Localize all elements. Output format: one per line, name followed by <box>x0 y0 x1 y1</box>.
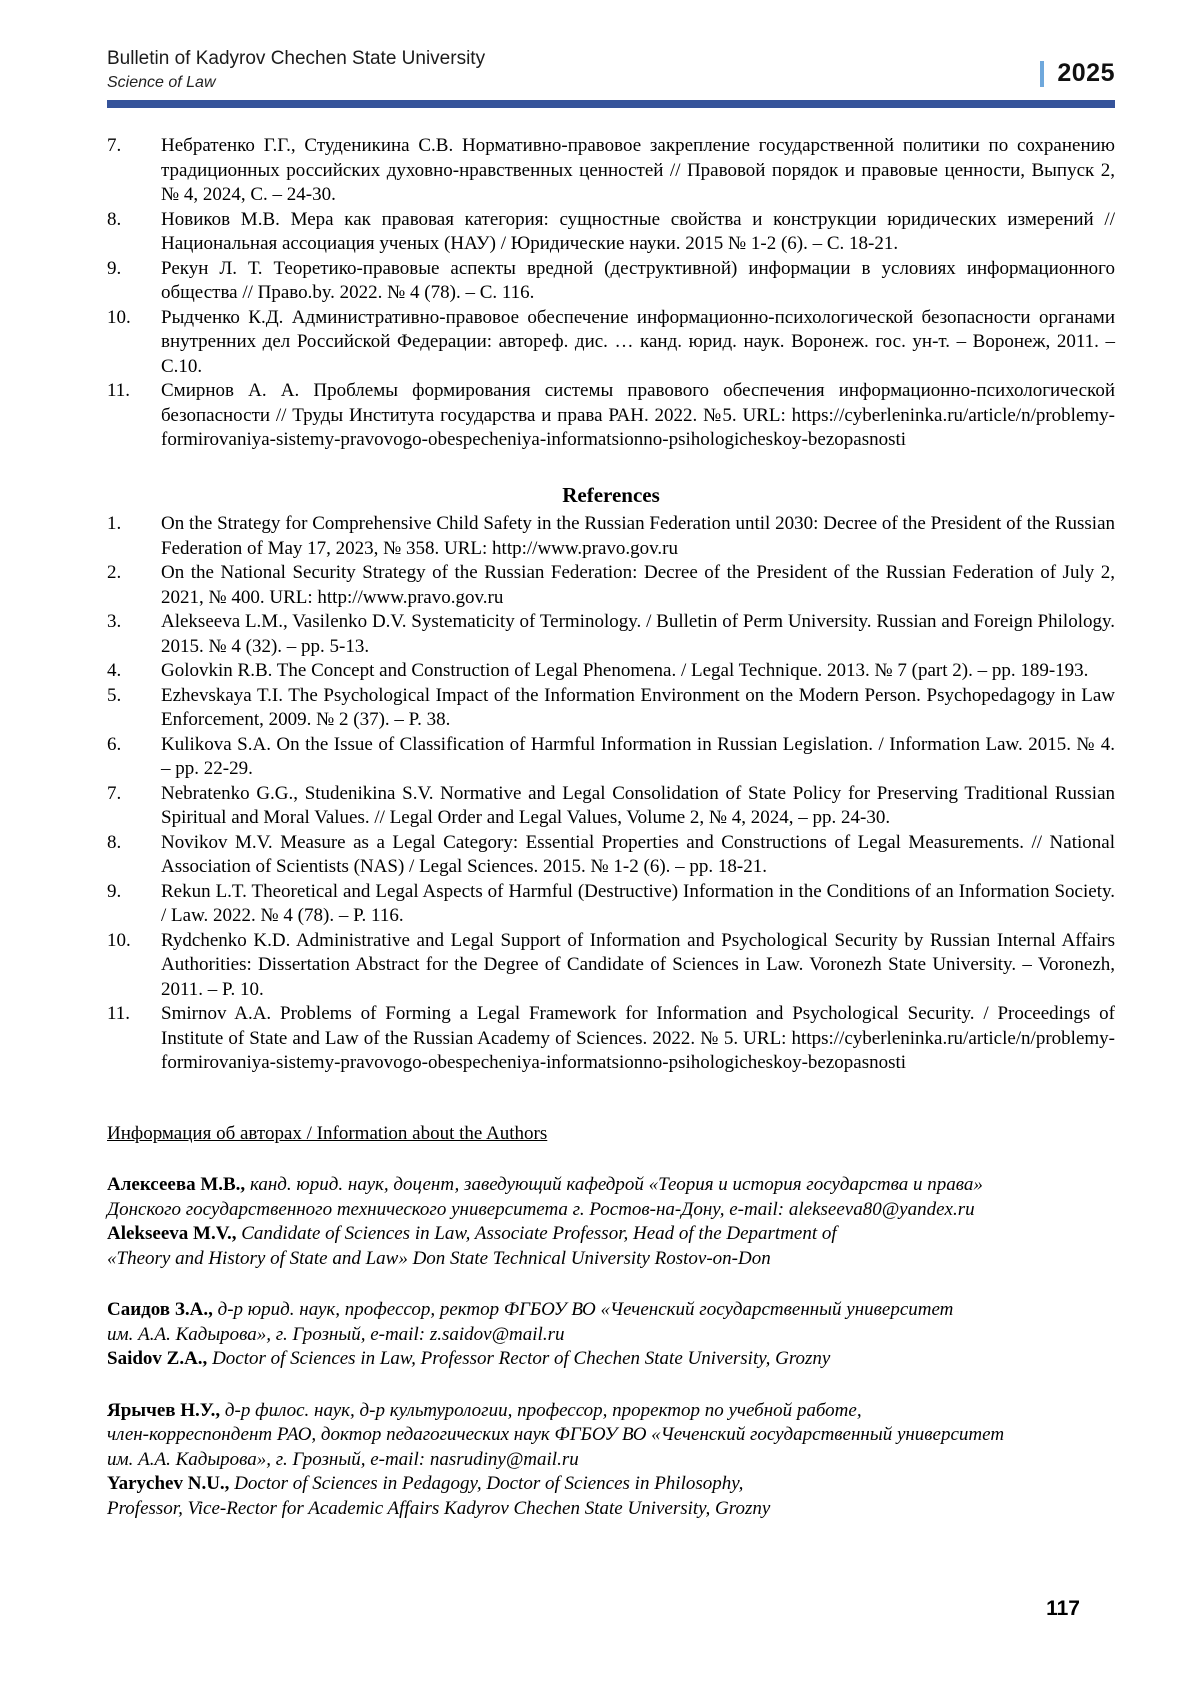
reference-item <box>107 379 1115 453</box>
reference-number: 10. <box>107 929 131 951</box>
reference-item <box>107 782 1115 831</box>
author-line <box>107 1472 1115 1497</box>
author-description: Донского государственного технического университета г. Ростов-на-Дону, e-mail: alekseeva80@yandex.ru <box>107 1198 975 1220</box>
reference-number: 9. <box>107 257 122 279</box>
reference-text: On the Strategy for Comprehensive Child Safety in the Russian Federation until 2030: Decree of the President of the Russian Federation of May 17, 2023, № 358. URL: http://www.pravo.gov.ru <box>161 513 1115 559</box>
reference-text: On the National Security Strategy of the Russian Federation: Decree of the President of the Russian Federation of July 2, 2021, № 400. URL: http://www.pravo.gov.ru <box>161 562 1115 608</box>
reference-number: 11. <box>107 380 131 401</box>
author-line <box>107 1323 1115 1348</box>
author-line <box>107 1222 1115 1247</box>
reference-item <box>107 1002 1115 1076</box>
author-description: д-р юрид. наук, профессор, ректор ФГБОУ ВО «Чеченский государственный университет <box>212 1299 954 1320</box>
reference-item <box>107 257 1115 306</box>
reference-number: 11. <box>107 1003 131 1024</box>
author-name: Alekseeva M.V., <box>107 1223 237 1244</box>
reference-number: 1. <box>107 513 122 534</box>
authors-section-heading: Информация об авторах / Information about the Authors <box>107 1122 548 1144</box>
reference-number: 10. <box>107 306 131 328</box>
author-name: Алексеева М.В., <box>107 1174 246 1195</box>
author-description: «Theory and History of State and Law» Don State Technical University Rostov-on-Don <box>107 1247 771 1269</box>
reference-number: 8. <box>107 831 122 853</box>
reference-item <box>107 684 1115 733</box>
author-name: Saidov Z.A., <box>107 1348 208 1369</box>
author-description: канд. юрид. наук, доцент, заведующий кафедрой «Теория и история государства и права» <box>245 1174 983 1195</box>
reference-text: Rekun L.T. Theoretical and Legal Aspects of Harmful (Destructive) Information in the Conditions of an Information Society. / Law. 2022. № 4 (78). – P. 116. <box>161 880 1115 926</box>
author-block <box>107 1298 1115 1372</box>
accent-bar <box>1040 61 1044 87</box>
reference-number: 5. <box>107 684 122 706</box>
authors-section <box>107 1173 1115 1521</box>
journal-identity <box>107 48 485 92</box>
reference-text: Nebratenko G.G., Studenikina S.V. Normative and Legal Consolidation of State Policy for Preserving Traditional Russian Spiritual and Moral Values. // Legal Order and Legal Values, Volume 2, № 4, 2024, – pp. 24-30. <box>161 782 1115 828</box>
author-description: Candidate of Sciences in Law, Associate Professor, Head of the Department of <box>236 1223 837 1244</box>
author-name: Ярычев Н.У., <box>107 1399 221 1421</box>
reference-item <box>107 929 1115 1003</box>
reference-number: 8. <box>107 208 122 230</box>
author-description: член-корреспондент РАО, доктор педагогических наук ФГБОУ ВО «Чеченский государственный университет <box>107 1424 1005 1445</box>
author-description: Doctor of Sciences in Pedagogy, Doctor of Sciences in Philosophy, <box>229 1473 744 1494</box>
author-description: им. А.А. Кадырова», г. Грозный, e-mail: z.saidov@mail.ru <box>107 1323 565 1345</box>
author-block <box>107 1173 1115 1271</box>
issue-year: 2025 <box>1057 59 1115 87</box>
author-line <box>107 1298 1115 1323</box>
reference-number: 9. <box>107 880 122 902</box>
author-line <box>107 1448 1115 1473</box>
reference-text: Новиков М.В. Мера как правовая категория: сущностные свойства и конструкции юридических измерений // Национальная ассоциация ученых (НАУ) / Юридические науки. 2015 № 1-2 (6). – С. 18-21. <box>161 208 1115 254</box>
author-line <box>107 1173 1115 1198</box>
reference-item <box>107 880 1115 929</box>
author-description: д-р филос. наук, д-р культурологии, профессор, проректор по учебной работе, <box>220 1399 862 1421</box>
header-rule <box>107 100 1115 108</box>
reference-number: 7. <box>107 782 122 804</box>
references-heading: References <box>562 482 660 507</box>
reference-item <box>107 561 1115 610</box>
russian-references-list <box>107 134 1115 453</box>
reference-number: 6. <box>107 733 122 755</box>
reference-number: 2. <box>107 562 122 583</box>
reference-text: Rydchenko K.D. Administrative and Legal Support of Information and Psychological Security by Russian Internal Affairs Authorities: Dissertation Abstract for the Degree of Candidate of Sciences in Law. Voronezh State University. – Voronezh, 2011. – P. 10. <box>161 929 1115 1000</box>
author-line <box>107 1423 1115 1448</box>
page-content <box>107 134 1115 1521</box>
reference-item <box>107 134 1115 208</box>
reference-text: Рыдченко К.Д. Административно-правовое обеспечение информационно-психологической безопасности органами внутренних дел Российской Федерации: автореф. дис. … канд. юрид. наук. Воронеж. гос. ун-т. – Воронеж, 2011. – С.10. <box>161 306 1115 377</box>
author-line <box>107 1347 1115 1372</box>
author-name: Yarychev N.U., <box>107 1473 230 1494</box>
author-block <box>107 1399 1115 1522</box>
reference-text: Smirnov A.A. Problems of Forming a Legal Framework for Information and Psychological Security. / Proceedings of Institute of State and Law of the Russian Academy of Sciences. 2022. № 5. URL: https://cyberleninka.ru/article/n/problemy-formirovaniya-sistemy-pravovogo-obespecheniya-informatsionno-psihologicheskoy-bezopasnosti <box>161 1003 1115 1073</box>
issue-year-block <box>1040 59 1115 92</box>
author-line <box>107 1497 1115 1522</box>
author-description: Doctor of Sciences in Law, Professor Rector of Chechen State University, Grozny <box>207 1348 831 1369</box>
page-header <box>107 0 1115 92</box>
author-description: Professor, Vice-Rector for Academic Affairs Kadyrov Chechen State University, Grozny <box>107 1497 771 1519</box>
reference-item <box>107 831 1115 880</box>
reference-text: Рекун Л. Т. Теоретико-правовые аспекты вредной (деструктивной) информации в условиях информационного общества // Право.by. 2022. № 4 (78). – С. 116. <box>161 257 1115 303</box>
journal-subtitle: Science of Law <box>107 74 216 91</box>
author-line <box>107 1247 1115 1272</box>
reference-item <box>107 610 1115 659</box>
reference-item <box>107 306 1115 380</box>
reference-item <box>107 512 1115 561</box>
reference-text: Alekseeva L.M., Vasilenko D.V. Systematicity of Terminology. / Bulletin of Perm University. Russian and Foreign Philology. 2015. № 4 (32). – pp. 5-13. <box>161 611 1115 657</box>
reference-text: Kulikova S.A. On the Issue of Classification of Harmful Information in Russian Legislation. / Information Law. 2015. № 4. – pp. 22-29. <box>161 733 1115 779</box>
reference-item <box>107 733 1115 782</box>
reference-number: 4. <box>107 660 122 681</box>
reference-text: Смирнов А. А. Проблемы формирования системы правового обеспечения информационно-психологической безопасности // Труды Института государства и права РАН. 2022. №5. URL: https://cyberleninka.ru/article/n/problemy-formirovaniya-sistemy-pravovogo-obespecheniya-informatsionno-psihologicheskoy-bezopasnosti <box>161 380 1115 450</box>
reference-item <box>107 208 1115 257</box>
author-description: им. А.А. Кадырова», г. Грозный, e-mail: nasrudiny@mail.ru <box>107 1448 579 1470</box>
english-references-list <box>107 512 1115 1076</box>
journal-title: Bulletin of Kadyrov Chechen State University <box>107 48 486 69</box>
page-number: 117 <box>1046 1597 1080 1620</box>
reference-text: Novikov M.V. Measure as a Legal Category: Essential Properties and Constructions of Legal Measurements. // National Association of Scientists (NAS) / Legal Sciences. 2015. № 1-2 (6). – pp. 18-21. <box>161 831 1115 877</box>
reference-text: Небратенко Г.Г., Студеникина С.В. Нормативно-правовое закрепление государственной политики по сохранению традиционных российских духовно-нравственных ценностей // Правовой порядок и правовые ценности, Выпуск 2, № 4, 2024, С. – 24-30. <box>161 135 1115 205</box>
reference-item <box>107 659 1115 684</box>
reference-text: Ezhevskaya T.I. The Psychological Impact of the Information Environment on the Modern Person. Psychopedagogy in Law Enforcement, 2009. № 2 (37). – P. 38. <box>161 684 1115 730</box>
reference-text: Golovkin R.B. The Concept and Construction of Legal Phenomena. / Legal Technique. 2013. № 7 (part 2). – pp. 189-193. <box>161 660 1089 681</box>
reference-number: 3. <box>107 611 122 632</box>
author-name: Саидов З.А., <box>107 1299 213 1320</box>
author-line <box>107 1198 1115 1223</box>
author-line <box>107 1399 1115 1424</box>
reference-number: 7. <box>107 135 122 156</box>
